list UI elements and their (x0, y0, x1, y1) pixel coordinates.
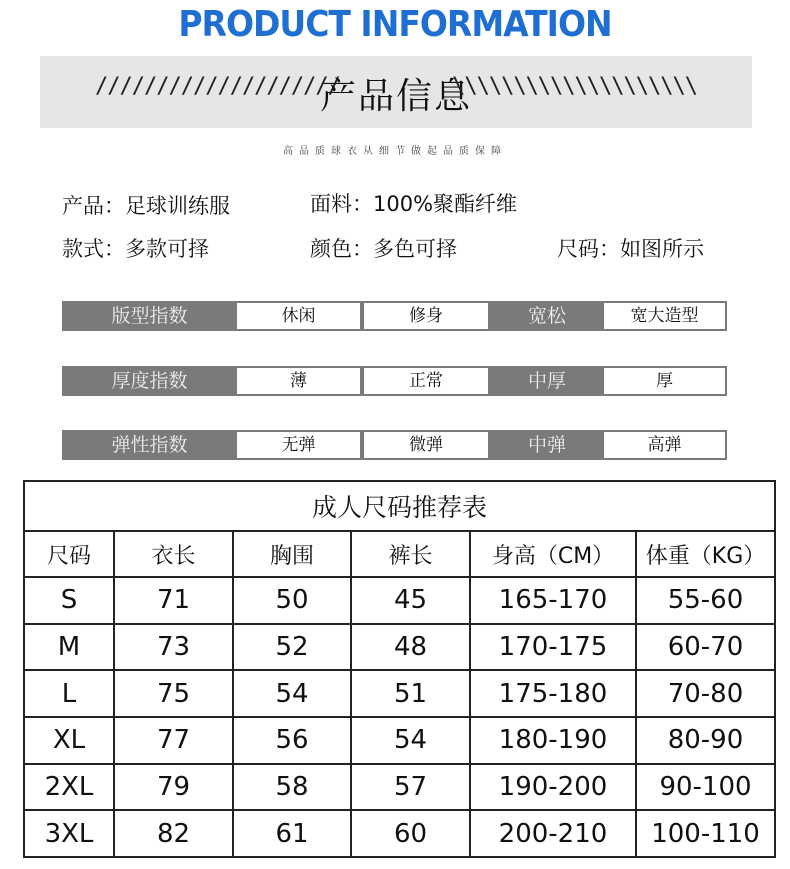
table-cell: 2XL (24, 764, 114, 811)
table-header-row (24, 531, 775, 577)
table-cell: XL (24, 717, 114, 764)
table-cell: 71 (114, 577, 233, 624)
table-row (24, 577, 775, 624)
index-highlight: 宽松 (492, 303, 602, 329)
table-cell: 75 (114, 670, 233, 717)
table-cell: 200-210 (470, 810, 636, 857)
table-cell: 70-80 (636, 670, 775, 717)
table-cell: 190-200 (470, 764, 636, 811)
table-row (24, 764, 775, 811)
table-row (24, 717, 775, 764)
table-cell: 50 (233, 577, 351, 624)
column-header: 体重（KG） (636, 531, 775, 577)
column-header: 身高（CM） (470, 531, 636, 577)
table-cell: 60-70 (636, 624, 775, 671)
index-highlight: 中弹 (492, 432, 602, 458)
info-product: 产品：足球训练服 (62, 194, 230, 218)
index-option: 薄 (237, 368, 360, 394)
table-cell: 79 (114, 764, 233, 811)
decorative-slashes-left: //////////////////// (95, 74, 340, 99)
table-cell: 80-90 (636, 717, 775, 764)
table-cell: 170-175 (470, 624, 636, 671)
table-cell: 57 (351, 764, 470, 811)
table-cell: 100-110 (636, 810, 775, 857)
index-option: 厚 (604, 368, 725, 394)
table-cell: L (24, 670, 114, 717)
index-option: 宽大造型 (604, 303, 725, 329)
table-cell: 54 (233, 670, 351, 717)
index-highlight: 中厚 (492, 368, 602, 394)
table-cell: 165-170 (470, 577, 636, 624)
title-banner (40, 56, 752, 128)
table-cell: M (24, 624, 114, 671)
column-header: 尺码 (24, 531, 114, 577)
index-label: 弹性指数 (64, 432, 235, 458)
size-chart-table (23, 480, 776, 858)
column-header: 裤长 (351, 531, 470, 577)
subtitle: 高品质球衣从细节做起品质保障 (283, 146, 507, 157)
index-option: 休闲 (237, 303, 360, 329)
table-cell: 48 (351, 624, 470, 671)
table-row (24, 670, 775, 717)
info-color: 颜色：多色可择 (310, 237, 457, 261)
size-chart-title: 成人尺码推荐表 (24, 481, 775, 531)
index-option: 修身 (364, 303, 488, 329)
elasticity-index-row (62, 430, 727, 460)
table-cell: S (24, 577, 114, 624)
index-option: 微弹 (364, 432, 488, 458)
english-title: PRODUCT INFORMATION (178, 2, 612, 45)
info-size: 尺码：如图所示 (557, 237, 704, 261)
table-cell: 60 (351, 810, 470, 857)
table-cell: 90-100 (636, 764, 775, 811)
table-cell: 52 (233, 624, 351, 671)
column-header: 胸围 (233, 531, 351, 577)
table-cell: 51 (351, 670, 470, 717)
index-option: 高弹 (604, 432, 725, 458)
thickness-index-row (62, 366, 727, 396)
table-cell: 82 (114, 810, 233, 857)
table-cell: 3XL (24, 810, 114, 857)
index-option: 正常 (364, 368, 488, 394)
index-option: 无弹 (237, 432, 360, 458)
table-cell: 77 (114, 717, 233, 764)
table-cell: 58 (233, 764, 351, 811)
index-label: 厚度指数 (64, 368, 235, 394)
table-cell: 175-180 (470, 670, 636, 717)
chinese-title: 产品信息 (319, 76, 472, 117)
table-row (24, 624, 775, 671)
table-cell: 54 (351, 717, 470, 764)
index-label: 版型指数 (64, 303, 235, 329)
table-cell: 73 (114, 624, 233, 671)
decorative-slashes-right: \\\\\\\\\\\\\\\\\\\\ (452, 74, 697, 99)
table-cell: 55-60 (636, 577, 775, 624)
info-style: 款式：多款可择 (62, 237, 209, 261)
table-cell: 180-190 (470, 717, 636, 764)
fit-index-row (62, 301, 727, 331)
table-cell: 61 (233, 810, 351, 857)
table-row (24, 810, 775, 857)
table-cell: 56 (233, 717, 351, 764)
table-cell: 45 (351, 577, 470, 624)
info-fabric: 面料：100%聚酯纤维 (310, 192, 518, 216)
column-header: 衣长 (114, 531, 233, 577)
